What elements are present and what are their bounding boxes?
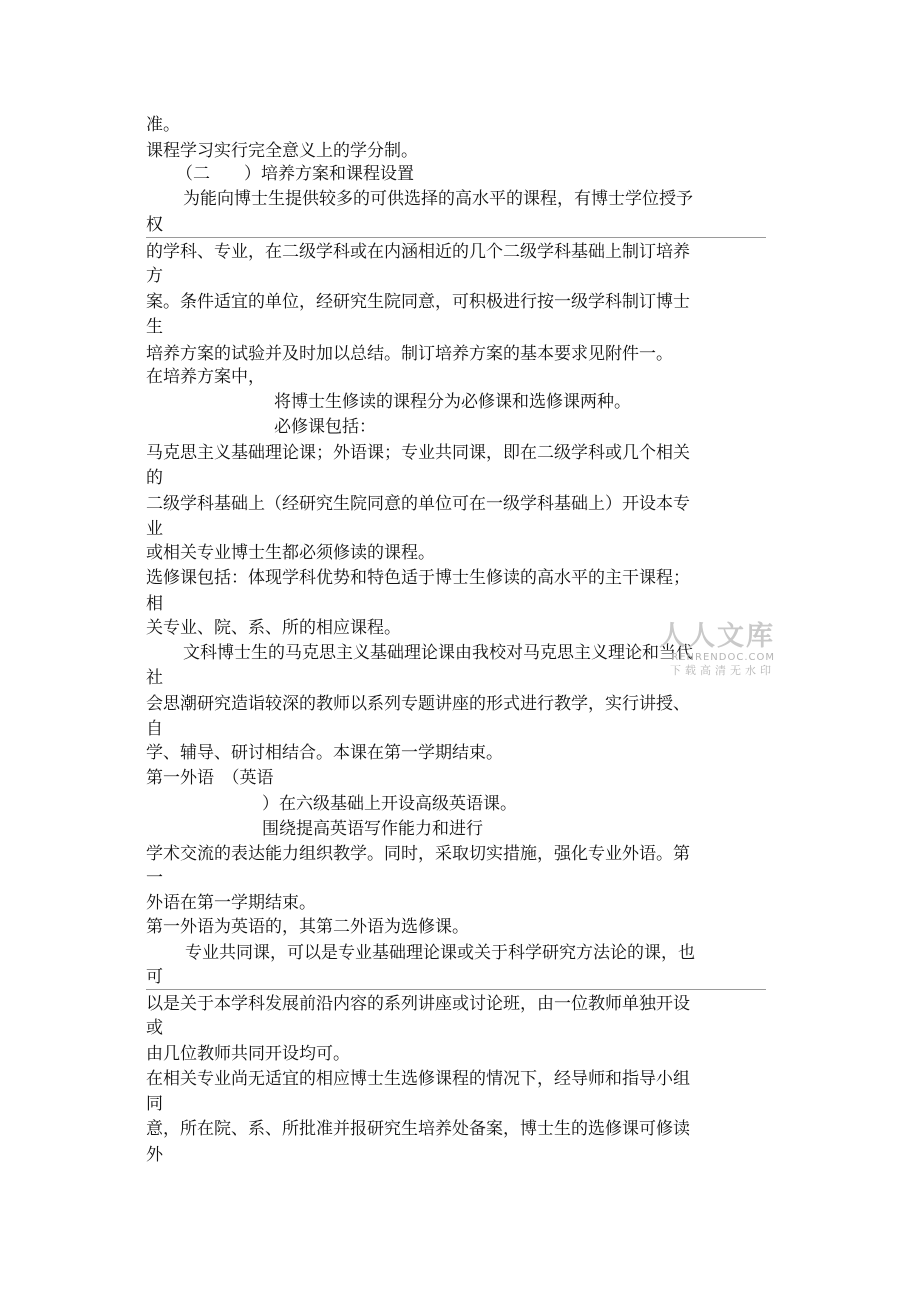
text-line: 在相关专业尚无适宜的相应博士生选修课程的情况下，经导师和指导小组 — [146, 1069, 690, 1089]
text-line: 必修课包括： — [274, 417, 376, 437]
text-line: 文科博士生的马克思主义基础理论课由我校对马克思主义理论和当代 — [183, 643, 693, 663]
text-line: 外 — [146, 1145, 163, 1165]
text-line: 权 — [146, 215, 163, 235]
text-line: 社 — [146, 668, 163, 688]
text-line: 相 — [146, 594, 163, 614]
watermark-title: 人人文库 — [659, 621, 775, 652]
text-line: 一 — [146, 868, 163, 888]
text-line: 可 — [146, 967, 163, 987]
text-line: 的 — [146, 468, 163, 488]
text-line: 由几位教师共同开设均可。 — [146, 1044, 350, 1064]
text-line: 方 — [146, 266, 163, 286]
text-line: 或相关专业博士生都必须修读的课程。 — [146, 543, 435, 563]
text-line: 课程学习实行完全意义上的学分制。 — [146, 141, 418, 161]
text-line: 外语在第一学期结束。 — [146, 893, 316, 913]
text-line: 学、辅导、研讨相结合。本课在第一学期结束。 — [146, 743, 503, 763]
text-line: 培养方案的试验并及时加以总结。制订培养方案的基本要求见附件一。 — [146, 344, 673, 364]
text-line: 学术交流的表达能力组织教学。同时，采取切实措施，强化专业外语。第 — [146, 844, 690, 864]
text-line: 围绕提高英语写作能力和进行 — [262, 819, 483, 839]
text-line: 二级学科基础上（经研究生院同意的单位可在一级学科基础上）开设本专 — [146, 494, 690, 514]
watermark-tagline: 下载高清无水印 — [670, 664, 775, 677]
text-line: 以是关于本学科发展前沿内容的系列讲座或讨论班，由一位教师单独开设 — [146, 994, 690, 1014]
text-line: 关专业、院、系、所的相应课程。 — [146, 618, 401, 638]
text-line: 选修课包括：体现学科优势和特色适于博士生修读的高水平的主干课程； — [146, 568, 690, 588]
text-line: 业 — [146, 519, 163, 539]
text-line: 将博士生修读的课程分为必修课和选修课两种。 — [274, 392, 631, 412]
divider-rule — [146, 237, 766, 238]
text-line: 第一外语为英语的，其第二外语为选修课。 — [146, 917, 469, 937]
text-line: 马克思主义基础理论课；外语课；专业共同课，即在二级学科或几个相关 — [146, 443, 690, 463]
section-heading: （二 ）培养方案和课程设置 — [176, 164, 414, 184]
watermark-url: RENRENDOC.COM — [671, 652, 775, 663]
watermark-logo — [640, 622, 775, 678]
text-line: 第一外语 （英语 — [146, 768, 274, 788]
text-line: 准。 — [146, 115, 180, 135]
text-line: 专业共同课，可以是专业基础理论课或关于科学研究方法论的课，也 — [185, 943, 695, 963]
divider-rule — [146, 989, 766, 990]
text-line: 生 — [146, 317, 163, 337]
text-line: 案。条件适宜的单位，经研究生院同意，可积极进行按一级学科制订博士 — [146, 292, 690, 312]
text-line: 为能向博士生提供较多的可供选择的高水平的课程，有博士学位授予 — [183, 189, 693, 209]
text-line: 自 — [146, 719, 163, 739]
text-line: 同 — [146, 1094, 163, 1114]
text-line: 的学科、专业，在二级学科或在内涵相近的几个二级学科基础上制订培养 — [146, 242, 690, 262]
text-line: ）在六级基础上开设高级英语课。 — [262, 794, 517, 814]
text-line: 意，所在院、系、所批准并报研究生培养处备案，博士生的选修课可修读 — [146, 1119, 690, 1139]
text-line: 在培养方案中， — [146, 367, 265, 387]
text-line: 或 — [146, 1018, 163, 1038]
text-line: 会思潮研究造诣较深的教师以系列专题讲座的形式进行教学，实行讲授、 — [146, 694, 690, 714]
